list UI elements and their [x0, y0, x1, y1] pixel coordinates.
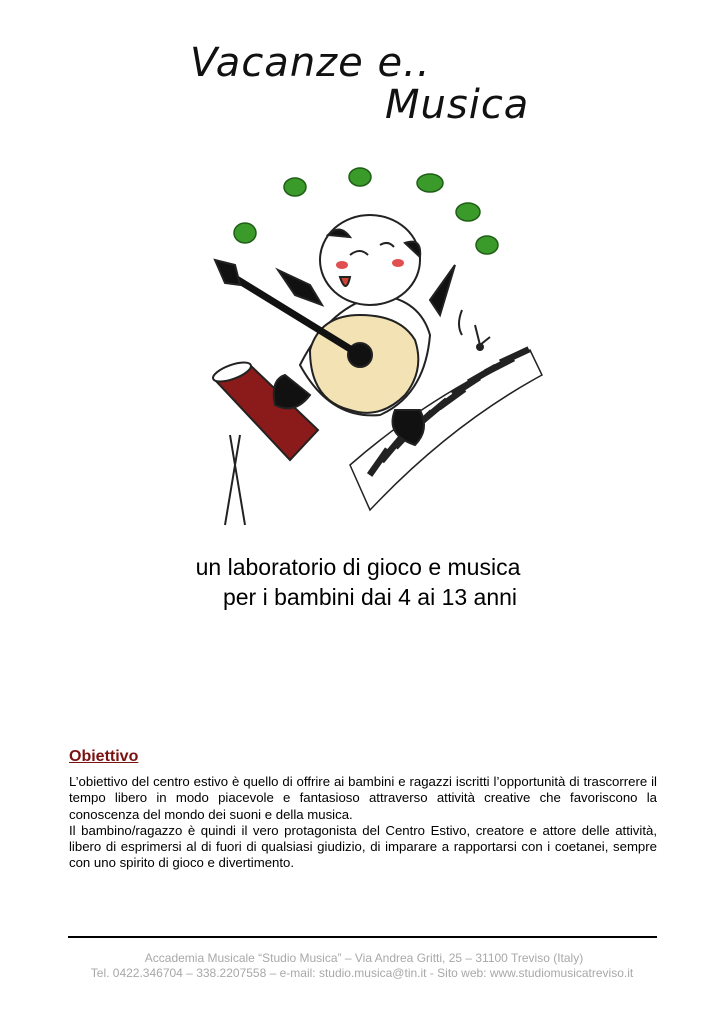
section-heading: Obiettivo — [69, 748, 139, 765]
paragraph-1: L’obiettivo del centro estivo è quello di offrire ai bambini e ragazzi iscritti l’opportunità di trascorrere il tempo libero in modo piacevole e fantasioso attraverso attività creative che favoriscono la conoscenza del mondo dei suoni e della musica. — [69, 774, 657, 822]
drum-icon — [211, 359, 318, 525]
footer-divider — [68, 936, 657, 938]
title-line-1: Vacanze e.. — [190, 40, 431, 86]
footer-address: Accademia Musicale “Studio Musica” – Via Andrea Gritti, 25 – 31100 Treviso (Italy) — [144, 951, 584, 965]
subtitle-line-1: un laboratorio di gioco e musica — [195, 554, 521, 580]
footer-contacts: Tel. 0422.346704 – 338.2207558 – e-mail: studio.musica@tin.it - Sito web: www.studiomusicatreviso.it — [90, 966, 634, 980]
title-line-2: Musica — [385, 82, 530, 128]
section-body — [69, 774, 657, 872]
paragraph-2: Il bambino/ragazzo è quindi il vero protagonista del Centro Estivo, creatore e attore delle attività, libero di esprimersi al di fuori di qualsiasi giudizio, di imparare a rapportarsi con i coetanei, sempre con uno spirito di gioco e divertimento. — [69, 822, 657, 871]
music-note-icon — [459, 310, 490, 350]
panda-guitar-illustration-icon — [200, 165, 545, 535]
subtitle-line-2: per i bambini dai 4 ai 13 anni — [222, 584, 518, 610]
